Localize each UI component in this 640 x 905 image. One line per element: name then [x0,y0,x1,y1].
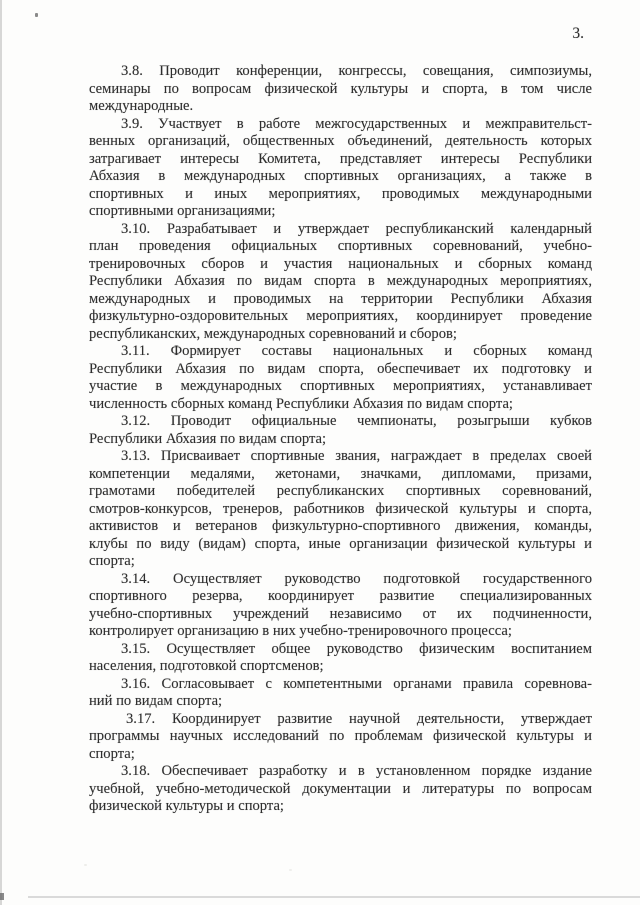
text-line: 3.16. Согласовывает с компетентными органами правила соревнова- [121,675,592,692]
scan-artifact-speck [84,864,87,866]
text-line: спортивных и иных мероприятиях, проводимых международными [89,185,592,202]
scan-artifact-speck [35,13,38,17]
text-line: смотров-конкурсов, тренеров, работников физической культуры и спорта, [89,500,592,517]
text-line: 3.14. Осуществляет руководство подготовкой государственного [121,570,592,587]
text-line: затрагивает интересы Комитета, представляет интересы Республики [89,150,592,167]
paragraph-3.12 [89,413,592,448]
paragraph-3.14 [89,571,592,641]
text-line: численность сборных команд Республики Абхазия по видам спорта; [89,395,513,412]
text-line: учебно-спортивных учреждений независимо от их подчиненности, [89,605,592,622]
text-line: участие в международных спортивных мероприятиях, устанавливает [89,378,592,394]
page-number: 3. [572,25,584,42]
text-line: Республики Абхазия по видам спорта, обеспечивает их подготовку и [89,360,592,377]
paragraph-3.13 [89,448,592,571]
text-line: населения, подготовкой спортсменов; [89,658,324,674]
text-line: активистов и ветеранов физкультурно-спортивного движения, команды, [89,518,592,534]
text-line: 3.10. Разрабатывает и утверждает республиканский календарный [121,220,592,237]
text-line: учебной, учебно-методической документации и литературы по вопросам [89,780,592,797]
text-line: спорта; [89,553,135,569]
text-line: международных и проводимых на территории Республики Абхазия [89,290,592,307]
paragraph-3.9 [89,116,592,221]
text-line: программы научных исследований по проблемам физической культуры и [89,728,592,744]
scan-artifact-bottom-line [28,896,640,898]
text-line: физической культуры и спорта; [89,798,284,814]
text-line: 3.15. Осуществляет общее руководство физическим воспитанием [121,640,592,657]
text-line: Абхазия в международных спортивных организациях, а также в [89,168,592,184]
text-line: клубы по виду (видам) спорта, иные организации физической культуры и [89,535,592,552]
text-line: спорта; [89,745,135,762]
text-line: 3.12. Проводит официальные чемпионаты, розыгрыши кубков [121,413,592,429]
paragraph-3.15 [89,641,592,676]
text-line: контролирует организацию в них учебно-тренировочного процесса; [89,623,512,639]
paragraph-3.18 [89,763,592,816]
paragraph-3.11 [89,343,592,413]
text-line: спортивного резерва, координирует развитие специализированных [89,588,592,604]
text-line: Республики Абхазия по видам спорта в международных мероприятиях, [89,273,592,289]
text-line: физкультурно-оздоровительных мероприятиях, координирует проведение [89,308,592,324]
scan-artifact-left-edge [0,0,2,905]
text-line: план проведения официальных спортивных соревнований, учебно- [89,238,592,254]
scan-artifact-corner-mark [0,893,4,900]
text-line: 3.17. Координирует развитие научной деятельности, утверждает [126,710,592,727]
paragraph-3.10 [89,221,592,344]
text-line: компетенции медалями, жетонами, значками, дипломами, призами, [89,465,592,482]
text-line: 3.11. Формирует составы национальных и сборных команд [121,343,592,359]
paragraph-3.8 [89,63,592,116]
text-line: 3.9. Участвует в работе межгосударственных и межправительст- [121,115,592,132]
scan-artifact-speck [289,869,292,871]
paragraph-3.17 [89,711,592,764]
text-line: грамотами победителей республиканских спортивных соревнований, [89,483,592,499]
text-line: 3.8. Проводит конференции, конгрессы, совещания, симпозиумы, [121,63,592,79]
text-line: 3.13. Присваивает спортивные звания, награждает в пределах своей [121,448,592,464]
text-line: тренировочных сборов и участия национальных и сборных команд [89,255,592,272]
text-line: ний по видам спорта; [89,693,223,709]
text-line: спортивными организациями; [89,203,276,219]
text-line: 3.18. Обеспечивает разработку и в установленном порядке издание [121,763,592,779]
document-body [89,63,592,816]
text-line: республиканских, международных соревнований и сборов; [89,325,457,342]
text-line: семинары по вопросам физической культуры и спорта, в том числе [89,80,592,97]
text-line: международные. [89,98,194,114]
text-line: Республики Абхазия по видам спорта; [89,430,327,447]
paragraph-3.16 [89,676,592,711]
text-line: венных организаций, общественных объединений, деятельность которых [89,133,592,149]
